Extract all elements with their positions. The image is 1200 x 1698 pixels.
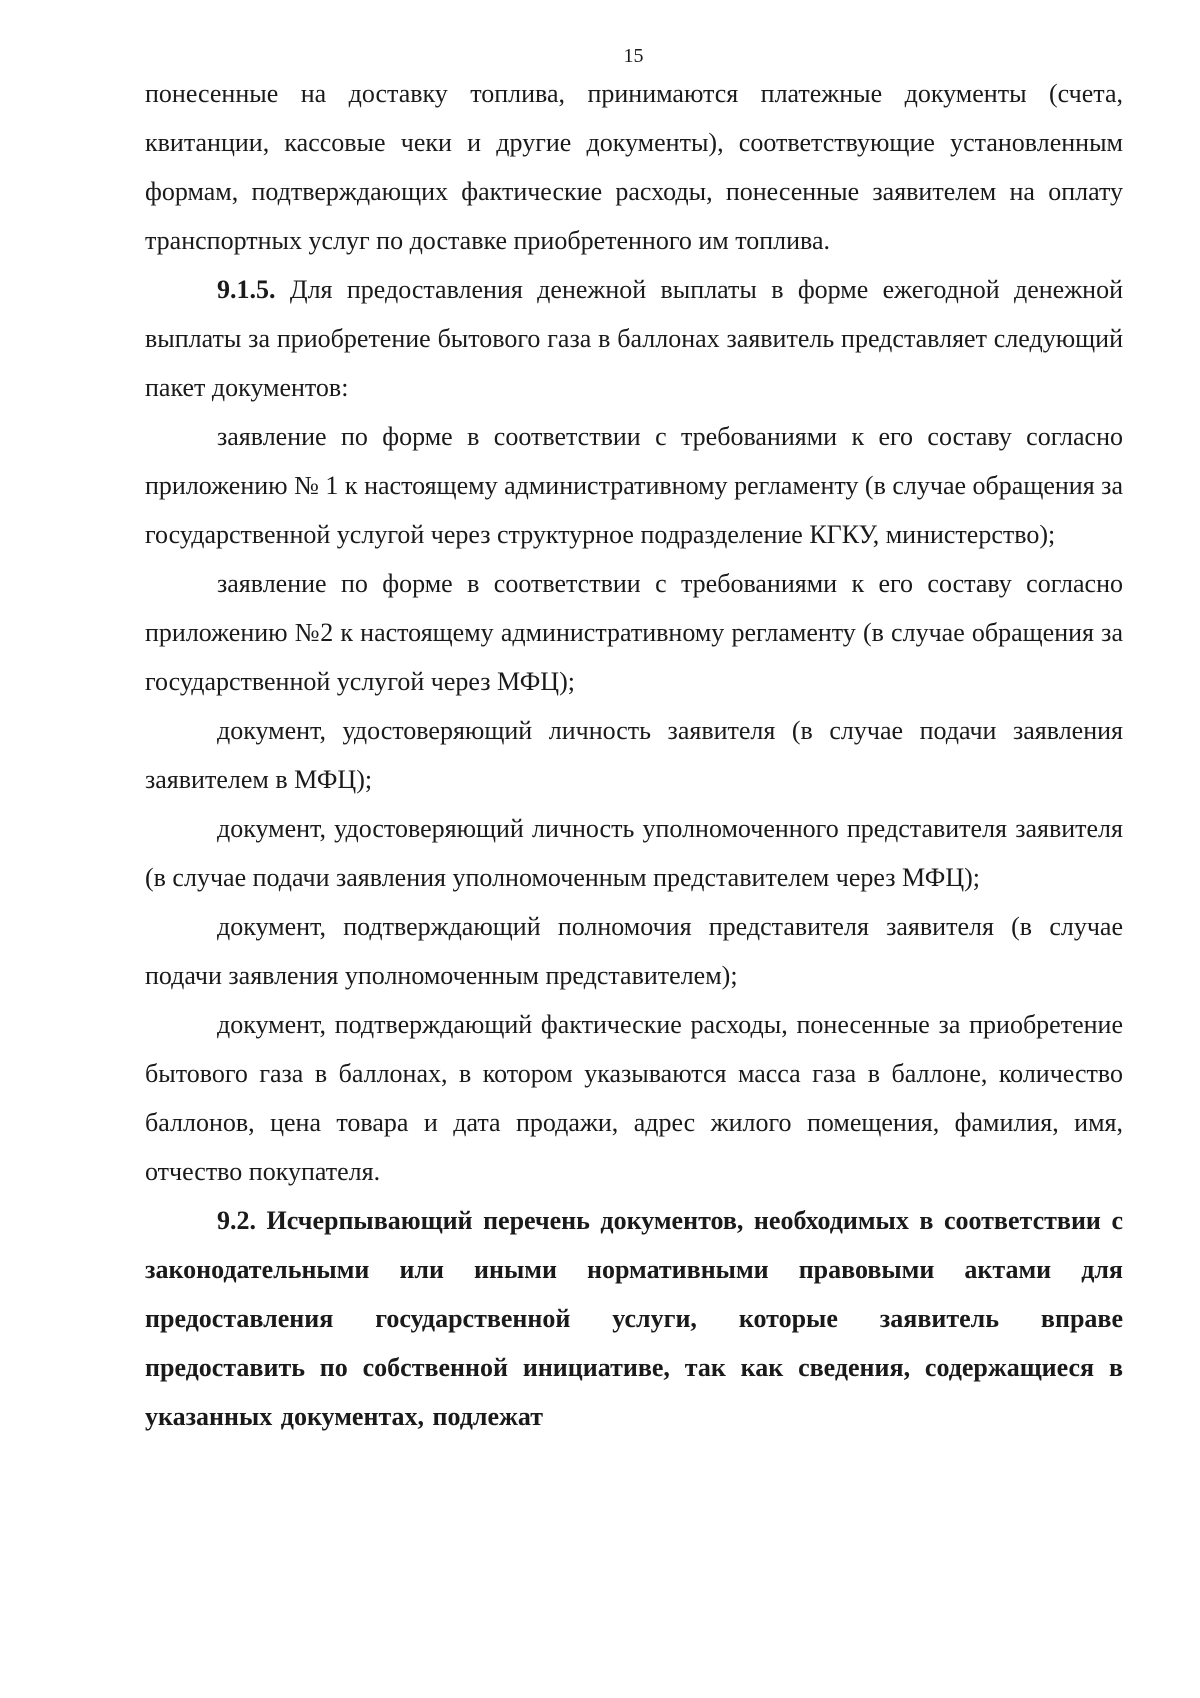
- list-item-application-kgku: заявление по форме в соответствии с требованиями к его составу согласно приложению № 1 к настоящему административному регламенту (в случае обращения за государственной услугой через структурное подразделение КГКУ, министерство);: [145, 422, 1123, 549]
- list-item-applicant-identity: документ, удостоверяющий личность заявителя (в случае подачи заявления заявителем в МФЦ);: [145, 716, 1123, 794]
- page-number: 15: [623, 45, 644, 67]
- list-item-representative-identity: документ, удостоверяющий личность уполномоченного представителя заявителя (в случае подачи заявления уполномоченным представителем через МФЦ);: [145, 814, 1123, 892]
- clause-number: 9.1.5.: [217, 275, 276, 304]
- list-item-gas-expense-proof: документ, подтверждающий фактические расходы, понесенные за приобретение бытового газа в баллонах, в котором указываются масса газа в баллоне, количество баллонов, цена товара и дата продажи, адрес жилого помещения, фамилия, имя, отчество покупателя.: [145, 1010, 1123, 1186]
- section-heading-9-2: 9.2. Исчерпывающий перечень документов, необходимых в соответствии с законодательными или иными нормативными правовыми актами для предоставления государственной услуги, которые заявитель вправе предоставить по собственной инициативе, так как сведения, содержащиеся в указанных документах, подлежат: [145, 1206, 1123, 1431]
- paragraph-9-1-5: [145, 265, 1123, 412]
- clause-text: Для предоставления денежной выплаты в форме ежегодной денежной выплаты за приобретение бытового газа в баллонах заявитель представляет следующий пакет документов:: [145, 275, 1123, 402]
- list-item-representative-authority: документ, подтверждающий полномочия представителя заявителя (в случае подачи заявления уполномоченным представителем);: [145, 912, 1123, 990]
- paragraph-fuel-delivery-documents: понесенные на доставку топлива, принимаются платежные документы (счета, квитанции, кассовые чеки и другие документы), соответствующие установленным формам, подтверждающих фактические расходы, понесенные заявителем на оплату транспортных услуг по доставке приобретенного им топлива.: [145, 79, 1123, 255]
- list-item-application-mfc: заявление по форме в соответствии с требованиями к его составу согласно приложению №2 к настоящему административному регламенту (в случае обращения за государственной услугой через МФЦ);: [145, 569, 1123, 696]
- document-body: [145, 69, 1123, 1441]
